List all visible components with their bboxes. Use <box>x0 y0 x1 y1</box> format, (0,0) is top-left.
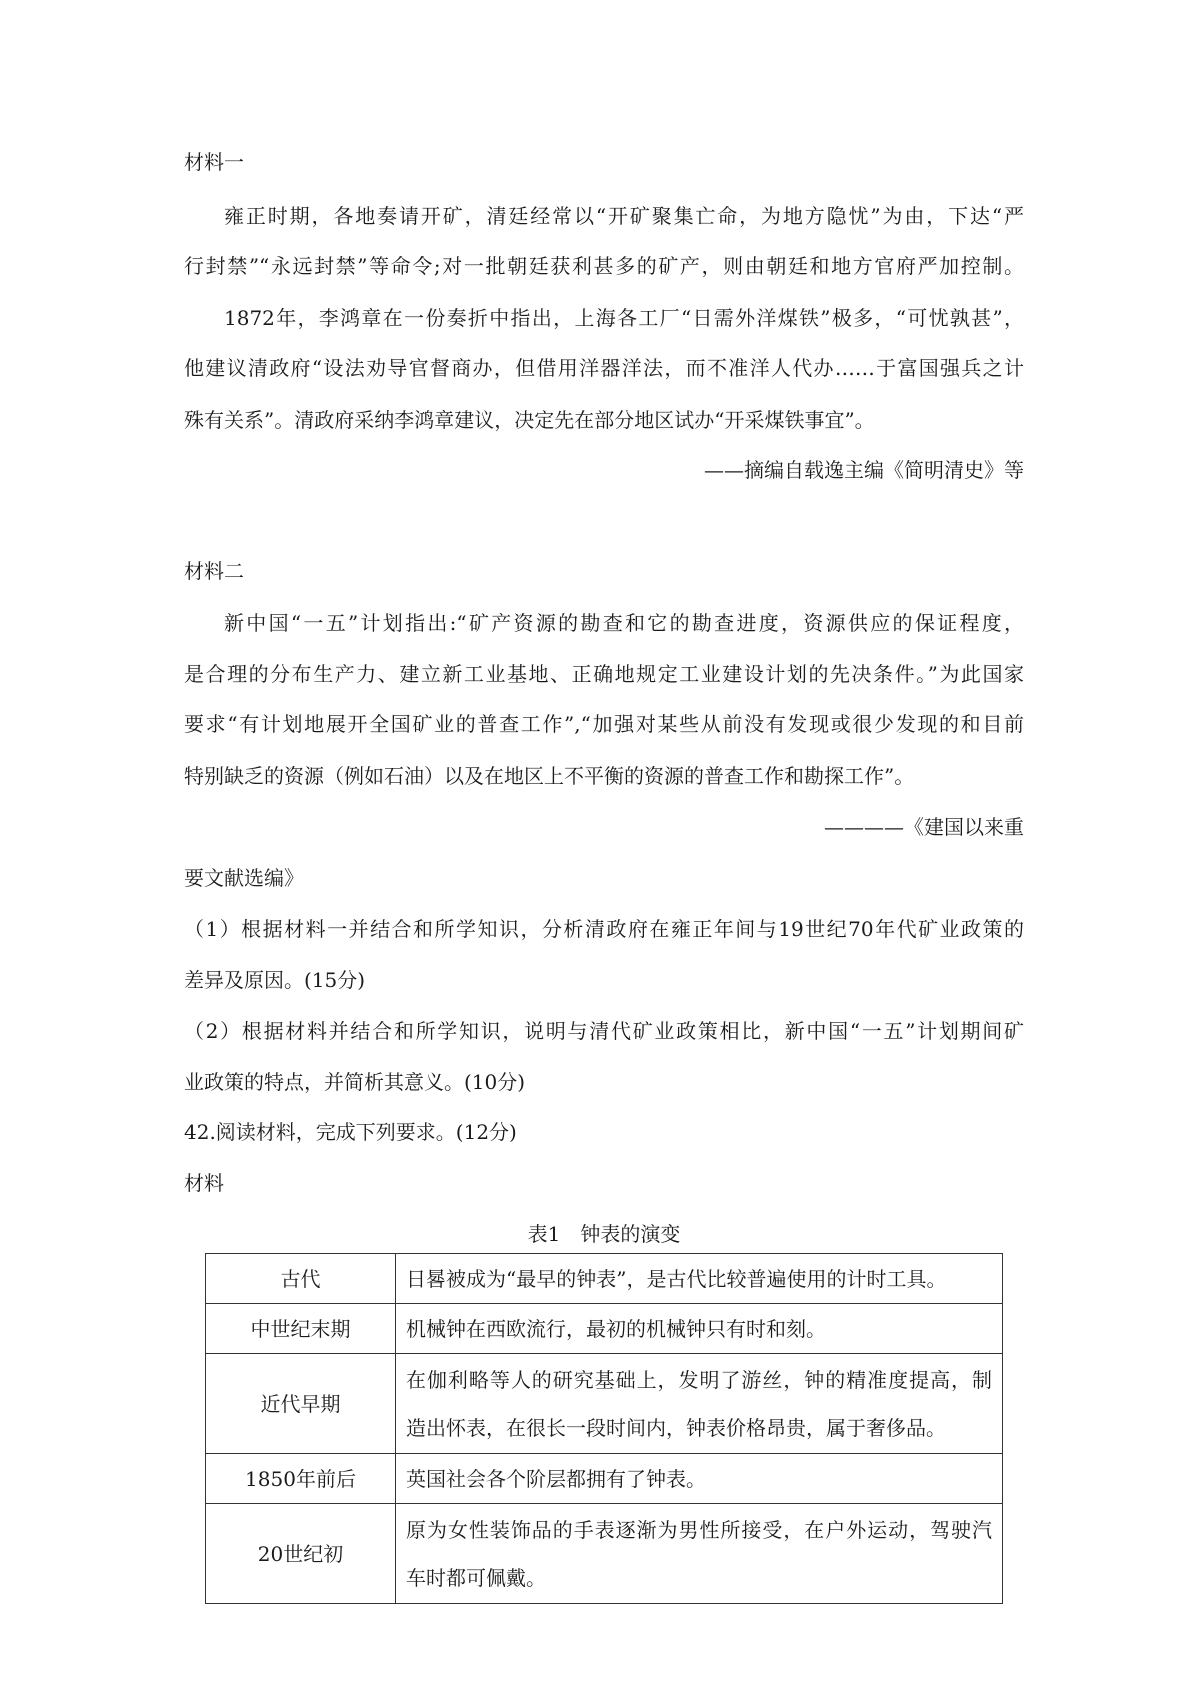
question-2-line1: （2）根据材料并结合和所学知识，说明与清代矿业政策相比，新中国“一五”计划期间矿 <box>184 1019 1024 1043</box>
table-row <box>206 1504 1003 1604</box>
description-line: 原为女性装饰品的手表逐渐为男性所接受，在户外运动，驾驶汽 <box>406 1517 992 1542</box>
material1-p2-line1: 1872年，李鸿章在一份奏折中指出，上海各工厂“日需外洋煤铁”极多，“可忧孰甚”， <box>224 306 1024 330</box>
question-1-line2: 差异及原因。(15分) <box>184 968 366 992</box>
question-1-line1: （1）根据材料一并结合和所学知识，分析清政府在雍正年间与19世纪70年代矿业政策的 <box>184 917 1024 941</box>
material1-p2-line3: 殊有关系”。清政府采纳李鸿章建议，决定先在部分地区试办“开采煤铁事宜”。 <box>184 408 875 432</box>
era-cell: 古代 <box>206 1254 396 1304</box>
era-cell: 中世纪末期 <box>206 1304 396 1354</box>
description-line: 英国社会各个阶层都拥有了钟表。 <box>406 1466 706 1491</box>
description-cell <box>396 1454 1003 1504</box>
question-42-title: 42.阅读材料，完成下列要求。(12分) <box>184 1120 517 1144</box>
description-line: 在伽利略等人的研究基础上，发明了游丝，钟的精准度提高，制 <box>406 1367 992 1392</box>
material2-p1-line1: 新中国“一五”计划指出:“矿产资源的勘查和它的勘查进度，资源供应的保证程度， <box>224 611 1024 635</box>
table-row <box>206 1454 1003 1504</box>
material1-p1-line2: 行封禁”“永远封禁”等命令;对一批朝廷获利甚多的矿产，则由朝廷和地方官府严加控制。 <box>184 254 1024 278</box>
material2-source-line2: 要文献选编》 <box>184 866 304 890</box>
table-row <box>206 1254 1003 1304</box>
material2-source-line1: ————《建国以来重 <box>824 815 1024 839</box>
description-line: 日晷被成为“最早的钟表”，是古代比较普遍使用的计时工具。 <box>406 1266 947 1291</box>
era-cell: 1850年前后 <box>206 1454 396 1504</box>
description-cell <box>396 1304 1003 1354</box>
material1-heading: 材料一 <box>184 150 244 174</box>
clock-evolution-table <box>205 1253 1003 1604</box>
material2-p1-line4: 特别缺乏的资源（例如石油）以及在地区上不平衡的资源的普查工作和勘探工作”。 <box>184 764 915 788</box>
material1-source: ——摘编自载逸主编《简明清史》等 <box>704 458 1024 482</box>
description-cell <box>396 1504 1003 1604</box>
question-2-line2: 业政策的特点，并简析其意义。(10分) <box>184 1070 526 1094</box>
question-42-material-label: 材料 <box>184 1171 224 1195</box>
table-caption: 表1 钟表的演变 <box>527 1222 681 1246</box>
table-row <box>206 1354 1003 1454</box>
table-row <box>206 1304 1003 1354</box>
material2-heading: 材料二 <box>184 559 244 583</box>
material1-p1-line1: 雍正时期，各地奏请开矿，清廷经常以“开矿聚集亡命，为地方隐忧”为由，下达“严 <box>224 204 1024 228</box>
description-line: 车时都可佩戴。 <box>406 1565 546 1590</box>
material1-p2-line2: 他建议清政府“设法劝导官督商办，但借用洋器洋法，而不准洋人代办……于富国强兵之计 <box>184 356 1024 380</box>
era-cell: 近代早期 <box>206 1354 396 1454</box>
description-cell <box>396 1354 1003 1454</box>
era-cell: 20世纪初 <box>206 1504 396 1604</box>
material2-p1-line3: 要求“有计划地展开全国矿业的普查工作”,“加强对某些从前没有发现或很少发现的和目前 <box>184 712 1024 736</box>
material2-p1-line2: 是合理的分布生产力、建立新工业基地、正确地规定工业建设计划的先决条件。”为此国家 <box>184 662 1024 686</box>
description-line: 造出怀表，在很长一段时间内，钟表价格昂贵，属于奢侈品。 <box>406 1415 946 1440</box>
description-cell <box>396 1254 1003 1304</box>
description-line: 机械钟在西欧流行，最初的机械钟只有时和刻。 <box>406 1316 826 1341</box>
